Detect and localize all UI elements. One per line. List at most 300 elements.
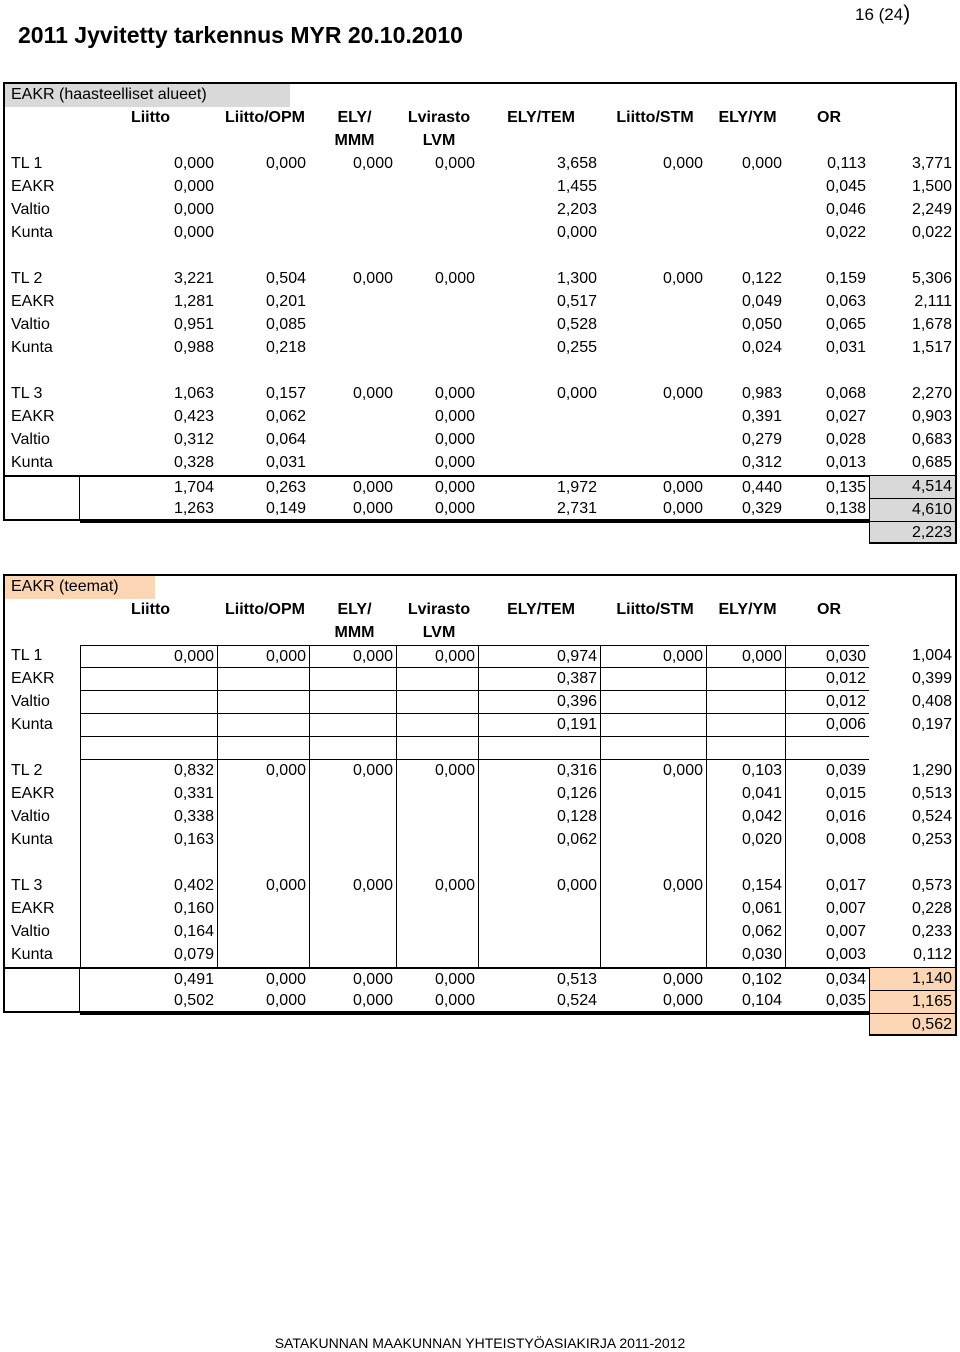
row-label: TL 2	[3, 760, 80, 783]
value-cell	[396, 921, 478, 944]
value-cell	[309, 921, 396, 944]
column-header	[82, 622, 219, 645]
value-cell	[80, 668, 217, 691]
value-cell	[396, 360, 478, 383]
value-cell	[600, 337, 706, 360]
value-cell	[309, 944, 396, 967]
row-total: 0,228	[869, 898, 957, 921]
value-cell: 0,049	[741, 293, 782, 310]
value-cell: 0,000	[662, 385, 703, 402]
value-cell	[80, 245, 217, 268]
value-cell: 0,015	[785, 783, 869, 806]
value-cell	[478, 429, 600, 452]
value-cell: 0,000	[217, 645, 309, 668]
value-cell: 0,000	[309, 760, 396, 783]
value-cell: 0,000	[309, 875, 396, 898]
value-cell: 0,402	[80, 875, 217, 898]
value-cell: 0,983	[741, 385, 782, 402]
value-cell: 0,022	[825, 224, 866, 241]
value-cell: 0,517	[556, 293, 597, 310]
value-cell: 0,164	[80, 921, 217, 944]
value-cell	[217, 783, 309, 806]
value-cell	[478, 406, 600, 429]
value-cell: 0,440	[706, 475, 785, 498]
value-cell	[706, 360, 785, 383]
value-cell: 0,988	[173, 339, 214, 356]
value-cell: 0,039	[785, 760, 869, 783]
value-cell	[478, 1013, 600, 1036]
value-cell: 0,104	[706, 990, 785, 1013]
value-cell	[309, 898, 396, 921]
value-cell: 0,000	[352, 155, 393, 172]
value-cell	[706, 737, 785, 760]
value-cell	[396, 829, 478, 852]
value-cell	[309, 714, 396, 737]
value-cell	[217, 360, 309, 383]
value-cell	[80, 1013, 217, 1036]
value-cell: 0,122	[741, 270, 782, 287]
value-cell: 0,159	[825, 270, 866, 287]
column-header	[602, 622, 708, 645]
value-cell	[478, 737, 600, 760]
value-cell: 0,030	[785, 645, 869, 668]
value-cell	[309, 199, 396, 222]
value-cell: 0,000	[556, 385, 597, 402]
row-label: EAKR	[3, 783, 80, 806]
value-cell: 0,103	[706, 760, 785, 783]
row-label: TL 3	[3, 875, 80, 898]
value-cell: 1,063	[173, 385, 214, 402]
table-row	[3, 498, 957, 521]
value-cell: 0,085	[265, 316, 306, 333]
column-header: Lvirasto	[407, 601, 471, 618]
value-cell	[600, 245, 706, 268]
value-cell: 0,028	[825, 431, 866, 448]
row-label	[3, 737, 80, 760]
value-cell	[309, 291, 396, 314]
value-cell: 3,658	[556, 155, 597, 172]
value-cell	[478, 921, 600, 944]
table-row	[3, 360, 957, 383]
value-cell	[600, 199, 706, 222]
value-cell: 0,000	[396, 498, 478, 521]
value-cell	[396, 737, 478, 760]
value-cell: 0,000	[706, 645, 785, 668]
value-cell: 0,255	[556, 339, 597, 356]
row-total: 5,306	[869, 268, 957, 291]
value-cell	[309, 337, 396, 360]
value-cell	[600, 783, 706, 806]
column-header: ELY/YM	[718, 109, 777, 126]
value-cell	[80, 714, 217, 737]
value-cell: 0,528	[556, 316, 597, 333]
table-row	[3, 337, 957, 360]
value-cell: 0,154	[706, 875, 785, 898]
value-cell: 0,000	[434, 385, 475, 402]
value-cell	[309, 691, 396, 714]
value-cell	[478, 521, 600, 544]
value-cell: 0,062	[265, 408, 306, 425]
column-header: Liitto/STM	[616, 109, 694, 126]
value-cell: 0,000	[80, 645, 217, 668]
value-cell	[396, 944, 478, 967]
value-cell: 1,455	[556, 178, 597, 195]
value-cell	[217, 806, 309, 829]
value-cell	[478, 898, 600, 921]
value-cell: 0,008	[785, 829, 869, 852]
value-cell: 0,135	[785, 475, 869, 498]
table-title-row	[3, 82, 957, 107]
value-cell	[600, 429, 706, 452]
value-cell: 0,387	[478, 668, 600, 691]
value-cell: 0,061	[706, 898, 785, 921]
column-header: OR	[817, 601, 841, 618]
value-cell	[217, 199, 309, 222]
row-total: 1,678	[869, 314, 957, 337]
value-cell	[396, 222, 478, 245]
row-label: Valtio	[3, 199, 80, 222]
column-header: Liitto	[130, 601, 171, 618]
row-total: 0,253	[869, 829, 957, 852]
table-row	[3, 691, 957, 714]
value-cell	[80, 360, 217, 383]
value-cell	[600, 176, 706, 199]
column-header: ELY/	[337, 109, 372, 126]
row-total	[869, 852, 957, 875]
value-cell	[217, 222, 309, 245]
row-label: Valtio	[3, 691, 80, 714]
value-cell: 0,524	[478, 990, 600, 1013]
column-header: ELY/YM	[718, 601, 777, 618]
value-cell: 0,000	[217, 967, 309, 990]
value-cell	[396, 668, 478, 691]
value-cell: 0,062	[706, 921, 785, 944]
value-cell: 0,279	[741, 431, 782, 448]
value-cell	[309, 245, 396, 268]
value-cell	[785, 360, 869, 383]
value-cell	[396, 176, 478, 199]
value-cell	[217, 921, 309, 944]
row-label: EAKR	[3, 406, 80, 429]
value-cell: 0,491	[80, 967, 217, 990]
value-cell	[785, 245, 869, 268]
table-row	[3, 475, 957, 498]
row-total: 1,004	[869, 645, 957, 668]
row-total: 0,903	[869, 406, 957, 429]
table-row	[3, 199, 957, 222]
value-cell	[600, 668, 706, 691]
row-total: 1,500	[869, 176, 957, 199]
value-cell: 0,396	[478, 691, 600, 714]
value-cell	[309, 737, 396, 760]
table-row	[3, 944, 957, 967]
value-cell: 0,062	[478, 829, 600, 852]
value-cell	[706, 691, 785, 714]
value-cell	[309, 360, 396, 383]
row-label: EAKR	[3, 668, 80, 691]
value-cell: 0,000	[600, 990, 706, 1013]
value-cell	[217, 737, 309, 760]
value-cell: 0,041	[706, 783, 785, 806]
value-cell: 0,316	[478, 760, 600, 783]
value-cell: 0,338	[80, 806, 217, 829]
value-cell: 0,000	[434, 270, 475, 287]
value-cell	[80, 737, 217, 760]
column-header	[787, 130, 871, 153]
value-cell: 0,423	[173, 408, 214, 425]
value-cell: 0,000	[741, 155, 782, 172]
value-cell	[396, 199, 478, 222]
value-cell	[309, 429, 396, 452]
row-total: 2,223	[869, 521, 957, 544]
table-haasteelliset-alueet	[3, 82, 957, 544]
row-total: 2,111	[869, 291, 957, 314]
row-total: 0,562	[869, 1013, 957, 1036]
table-row	[3, 406, 957, 429]
value-cell	[600, 406, 706, 429]
value-cell: 0,000	[600, 760, 706, 783]
row-total: 2,270	[869, 383, 957, 406]
row-total: 0,524	[869, 806, 957, 829]
value-cell	[600, 714, 706, 737]
value-cell: 3,221	[173, 270, 214, 287]
column-header: Lvirasto	[407, 109, 471, 126]
value-cell: 0,064	[265, 431, 306, 448]
value-cell	[396, 245, 478, 268]
table-row	[3, 268, 957, 291]
row-label: TL 1	[3, 645, 80, 668]
value-cell: 1,972	[478, 475, 600, 498]
table-row	[3, 967, 957, 990]
value-cell	[600, 222, 706, 245]
value-cell: 0,126	[478, 783, 600, 806]
table-row	[3, 990, 957, 1013]
value-cell	[396, 898, 478, 921]
table-row	[3, 222, 957, 245]
value-cell	[309, 1013, 396, 1036]
value-cell: 0,031	[265, 454, 306, 471]
column-header-row	[3, 622, 957, 645]
document-title: 2011 Jyvitetty tarkennus MYR 20.10.2010	[18, 22, 463, 48]
value-cell	[478, 452, 600, 475]
value-cell	[396, 291, 478, 314]
value-cell: 0,218	[265, 339, 306, 356]
column-header: Liitto/OPM	[225, 109, 305, 126]
value-cell: 0,000	[662, 155, 703, 172]
column-header: ELY/TEM	[507, 601, 575, 618]
value-cell: 0,000	[309, 645, 396, 668]
value-cell: 0,000	[396, 875, 478, 898]
row-total: 0,573	[869, 875, 957, 898]
table-row	[3, 176, 957, 199]
value-cell: 0,000	[600, 475, 706, 498]
table-row	[3, 452, 957, 475]
value-cell: 0,000	[265, 155, 306, 172]
column-header: LVM	[422, 624, 456, 641]
row-total: 0,233	[869, 921, 957, 944]
value-cell	[217, 176, 309, 199]
value-cell	[217, 714, 309, 737]
value-cell	[396, 852, 478, 875]
value-cell: 0,012	[785, 668, 869, 691]
table-row	[3, 383, 957, 406]
value-cell	[600, 898, 706, 921]
value-cell: 0,000	[396, 475, 478, 498]
column-header: ELY/	[337, 601, 372, 618]
row-label: EAKR	[3, 898, 80, 921]
row-label: TL 2	[3, 268, 80, 291]
value-cell	[396, 806, 478, 829]
column-header: ELY/TEM	[507, 109, 575, 126]
column-header: MMM	[334, 624, 375, 641]
row-total: 1,165	[869, 990, 957, 1013]
value-cell	[600, 521, 706, 544]
value-cell	[600, 360, 706, 383]
value-cell: 0,163	[80, 829, 217, 852]
row-label	[3, 245, 80, 268]
value-cell: 0,000	[600, 645, 706, 668]
row-label	[3, 1013, 80, 1036]
column-header	[602, 130, 708, 153]
value-cell: 0,024	[741, 339, 782, 356]
value-cell	[396, 1013, 478, 1036]
value-cell: 0,191	[478, 714, 600, 737]
page-number: 16 (24)	[855, 2, 911, 25]
table-row	[3, 898, 957, 921]
value-cell: 0,000	[600, 498, 706, 521]
column-header-row	[3, 130, 957, 153]
value-cell: 0,000	[478, 875, 600, 898]
value-cell: 0,000	[434, 408, 475, 425]
value-cell	[217, 852, 309, 875]
value-cell: 0,160	[80, 898, 217, 921]
row-label: TL 1	[3, 153, 80, 176]
column-header	[787, 622, 871, 645]
value-cell: 0,113	[827, 155, 866, 172]
column-header	[708, 622, 787, 645]
value-cell	[785, 521, 869, 544]
value-cell: 0,000	[600, 875, 706, 898]
value-cell	[478, 245, 600, 268]
value-cell: 0,951	[173, 316, 214, 333]
row-total: 1,140	[869, 967, 957, 990]
row-label: Kunta	[3, 452, 80, 475]
row-total: 0,399	[869, 668, 957, 691]
table-row	[3, 852, 957, 875]
column-header: OR	[817, 109, 841, 126]
value-cell: 2,731	[478, 498, 600, 521]
value-cell: 0,030	[706, 944, 785, 967]
table-title: EAKR (haasteelliset alueet)	[5, 84, 290, 107]
row-label	[3, 498, 80, 521]
value-cell: 2,203	[556, 201, 597, 218]
row-label: Valtio	[3, 806, 80, 829]
table-row	[3, 521, 957, 544]
table-row	[3, 714, 957, 737]
value-cell: 0,000	[396, 967, 478, 990]
column-header: MMM	[334, 132, 375, 149]
value-cell	[600, 829, 706, 852]
value-cell: 0,045	[825, 178, 866, 195]
value-cell: 0,157	[265, 385, 306, 402]
value-cell	[706, 1013, 785, 1036]
value-cell: 0,016	[785, 806, 869, 829]
column-header: Liitto/OPM	[225, 601, 305, 618]
row-label: Kunta	[3, 337, 80, 360]
row-label: Valtio	[3, 314, 80, 337]
value-cell: 0,065	[825, 316, 866, 333]
column-header-row	[3, 599, 957, 622]
value-cell: 0,034	[785, 967, 869, 990]
column-header	[219, 130, 311, 153]
row-label	[3, 852, 80, 875]
value-cell	[600, 737, 706, 760]
row-label: Kunta	[3, 222, 80, 245]
value-cell	[309, 783, 396, 806]
value-cell: 0,000	[309, 498, 396, 521]
value-cell: 0,391	[741, 408, 782, 425]
row-total: 1,290	[869, 760, 957, 783]
table-row	[3, 737, 957, 760]
value-cell	[309, 406, 396, 429]
row-total: 0,022	[869, 222, 957, 245]
value-cell: 0,000	[217, 760, 309, 783]
table-row	[3, 245, 957, 268]
value-cell	[309, 176, 396, 199]
value-cell	[217, 245, 309, 268]
value-cell	[600, 921, 706, 944]
value-cell	[80, 691, 217, 714]
value-cell: 0,000	[396, 760, 478, 783]
value-cell: 0,000	[396, 990, 478, 1013]
row-total	[869, 737, 957, 760]
value-cell	[478, 944, 600, 967]
value-cell: 0,513	[478, 967, 600, 990]
row-total: 4,610	[869, 498, 957, 521]
page-footer: SATAKUNNAN MAAKUNNAN YHTEISTYÖASIAKIRJA 2011-2012	[274, 1335, 686, 1351]
column-header-row	[3, 107, 957, 130]
row-total: 3,771	[869, 153, 957, 176]
value-cell	[478, 852, 600, 875]
value-cell: 1,300	[556, 270, 597, 287]
table-row	[3, 806, 957, 829]
value-cell: 0,201	[265, 293, 306, 310]
value-cell	[217, 1013, 309, 1036]
value-cell: 0,000	[173, 224, 214, 241]
value-cell	[309, 806, 396, 829]
column-header	[219, 622, 311, 645]
value-cell	[785, 852, 869, 875]
value-cell: 0,000	[434, 155, 475, 172]
row-total: 0,513	[869, 783, 957, 806]
row-label: Kunta	[3, 944, 80, 967]
value-cell: 0,003	[785, 944, 869, 967]
value-cell	[706, 852, 785, 875]
row-total: 0,685	[869, 452, 957, 475]
value-cell: 1,281	[173, 293, 214, 310]
row-total: 0,408	[869, 691, 957, 714]
value-cell: 0,000	[434, 431, 475, 448]
value-cell	[396, 314, 478, 337]
table-title: EAKR (teemat)	[5, 576, 155, 599]
table-row	[3, 645, 957, 668]
value-cell	[785, 737, 869, 760]
value-cell	[706, 521, 785, 544]
table-row	[3, 314, 957, 337]
value-cell	[600, 806, 706, 829]
value-cell	[600, 452, 706, 475]
value-cell	[80, 521, 217, 544]
